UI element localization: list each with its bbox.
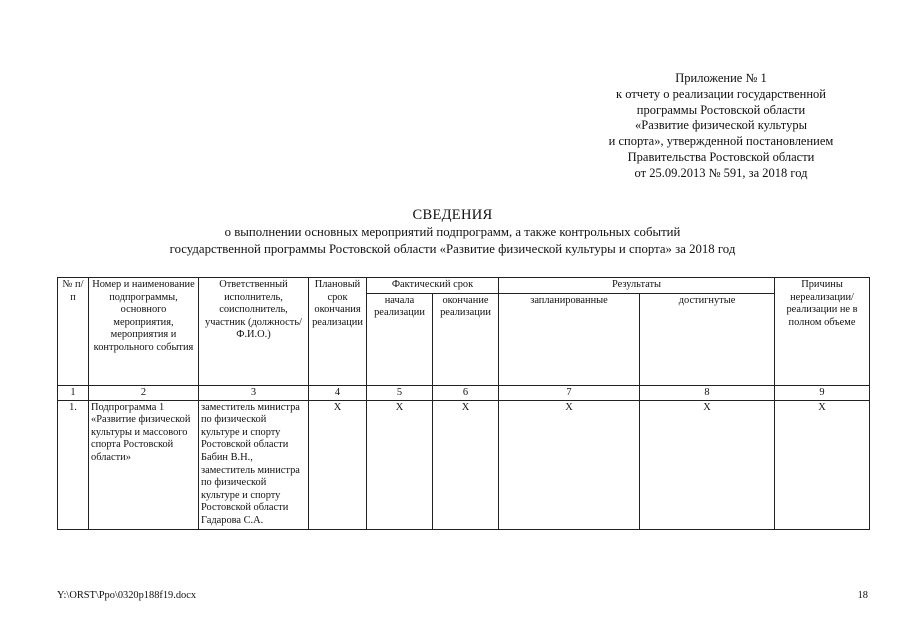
column-number: 1	[58, 385, 89, 400]
column-number: 3	[199, 385, 309, 400]
appendix-line: и спорта», утвержденной постановлением	[608, 134, 834, 149]
column-number: 8	[640, 385, 775, 400]
row-num: 1.	[58, 400, 89, 529]
row-results-planned: Х	[499, 400, 640, 529]
row-reasons: Х	[775, 400, 870, 529]
footer-page-number: 18	[857, 590, 868, 601]
row-planned: Х	[309, 400, 367, 529]
footer-file-path: Y:\ORST\Ppo\0320p188f19.docx	[57, 590, 197, 601]
appendix-line: от 25.09.2013 № 591, за 2018 год	[634, 165, 808, 180]
header-name: Номер и наименование подпрограммы, основного мероприятия, мероприятия и контрольного события	[89, 278, 199, 386]
row-results-achieved: Х	[640, 400, 775, 529]
row-actual-start: Х	[367, 400, 433, 529]
appendix-block	[560, 71, 882, 182]
title-line-2: государственной программы Ростовской области «Развитие физической культуры и спорта» за 2018 год	[169, 241, 736, 256]
header-num: № п/п	[58, 278, 89, 386]
report-table	[57, 277, 870, 530]
column-number: 6	[433, 385, 499, 400]
row-name: Подпрограмма 1 «Развитие физической культуры и массового спорта Ростовской области»	[89, 400, 199, 529]
appendix-line: программы Ростовской области	[636, 102, 806, 117]
header-planned: Плановый срок окончания реализации	[309, 278, 367, 386]
header-actual-start: начала реализации	[367, 293, 433, 385]
header-responsible: Ответственный исполнитель, соисполнитель, участник (должность/ Ф.И.О.)	[199, 278, 309, 386]
table-row	[58, 400, 870, 529]
column-number: 7	[499, 385, 640, 400]
appendix-line: Приложение № 1	[675, 71, 767, 85]
header-reasons: Причины нереализации/ реализации не в полном объеме	[775, 278, 870, 386]
appendix-line: к отчету о реализации государственной	[616, 86, 826, 101]
column-number: 9	[775, 385, 870, 400]
header-results-achieved: достигнутые	[640, 293, 775, 385]
title-main: СВЕДЕНИЯ	[412, 207, 493, 223]
document-title	[40, 207, 865, 257]
header-results: Результаты	[499, 278, 775, 294]
header-row-1	[58, 278, 870, 294]
header-actual: Фактический срок	[367, 278, 499, 294]
title-line-1: о выполнении основных мероприятий подпрограмм, а также контрольных событий	[224, 225, 681, 239]
column-number: 2	[89, 385, 199, 400]
row-responsible: заместитель министра по физической культуре и спорту Ростовской области Бабин В.Н., заместитель министра по физической культуре и спорту Ростовской области Гадарова С.А.	[199, 400, 309, 529]
column-number: 4	[309, 385, 367, 400]
header-results-planned: запланированные	[499, 293, 640, 385]
column-numbers-row	[58, 385, 870, 400]
appendix-line: Правительства Ростовской области	[627, 149, 815, 164]
header-actual-end: окончание реализации	[433, 293, 499, 385]
column-number: 5	[367, 385, 433, 400]
appendix-line: «Развитие физической культуры	[635, 118, 807, 133]
row-actual-end: Х	[433, 400, 499, 529]
